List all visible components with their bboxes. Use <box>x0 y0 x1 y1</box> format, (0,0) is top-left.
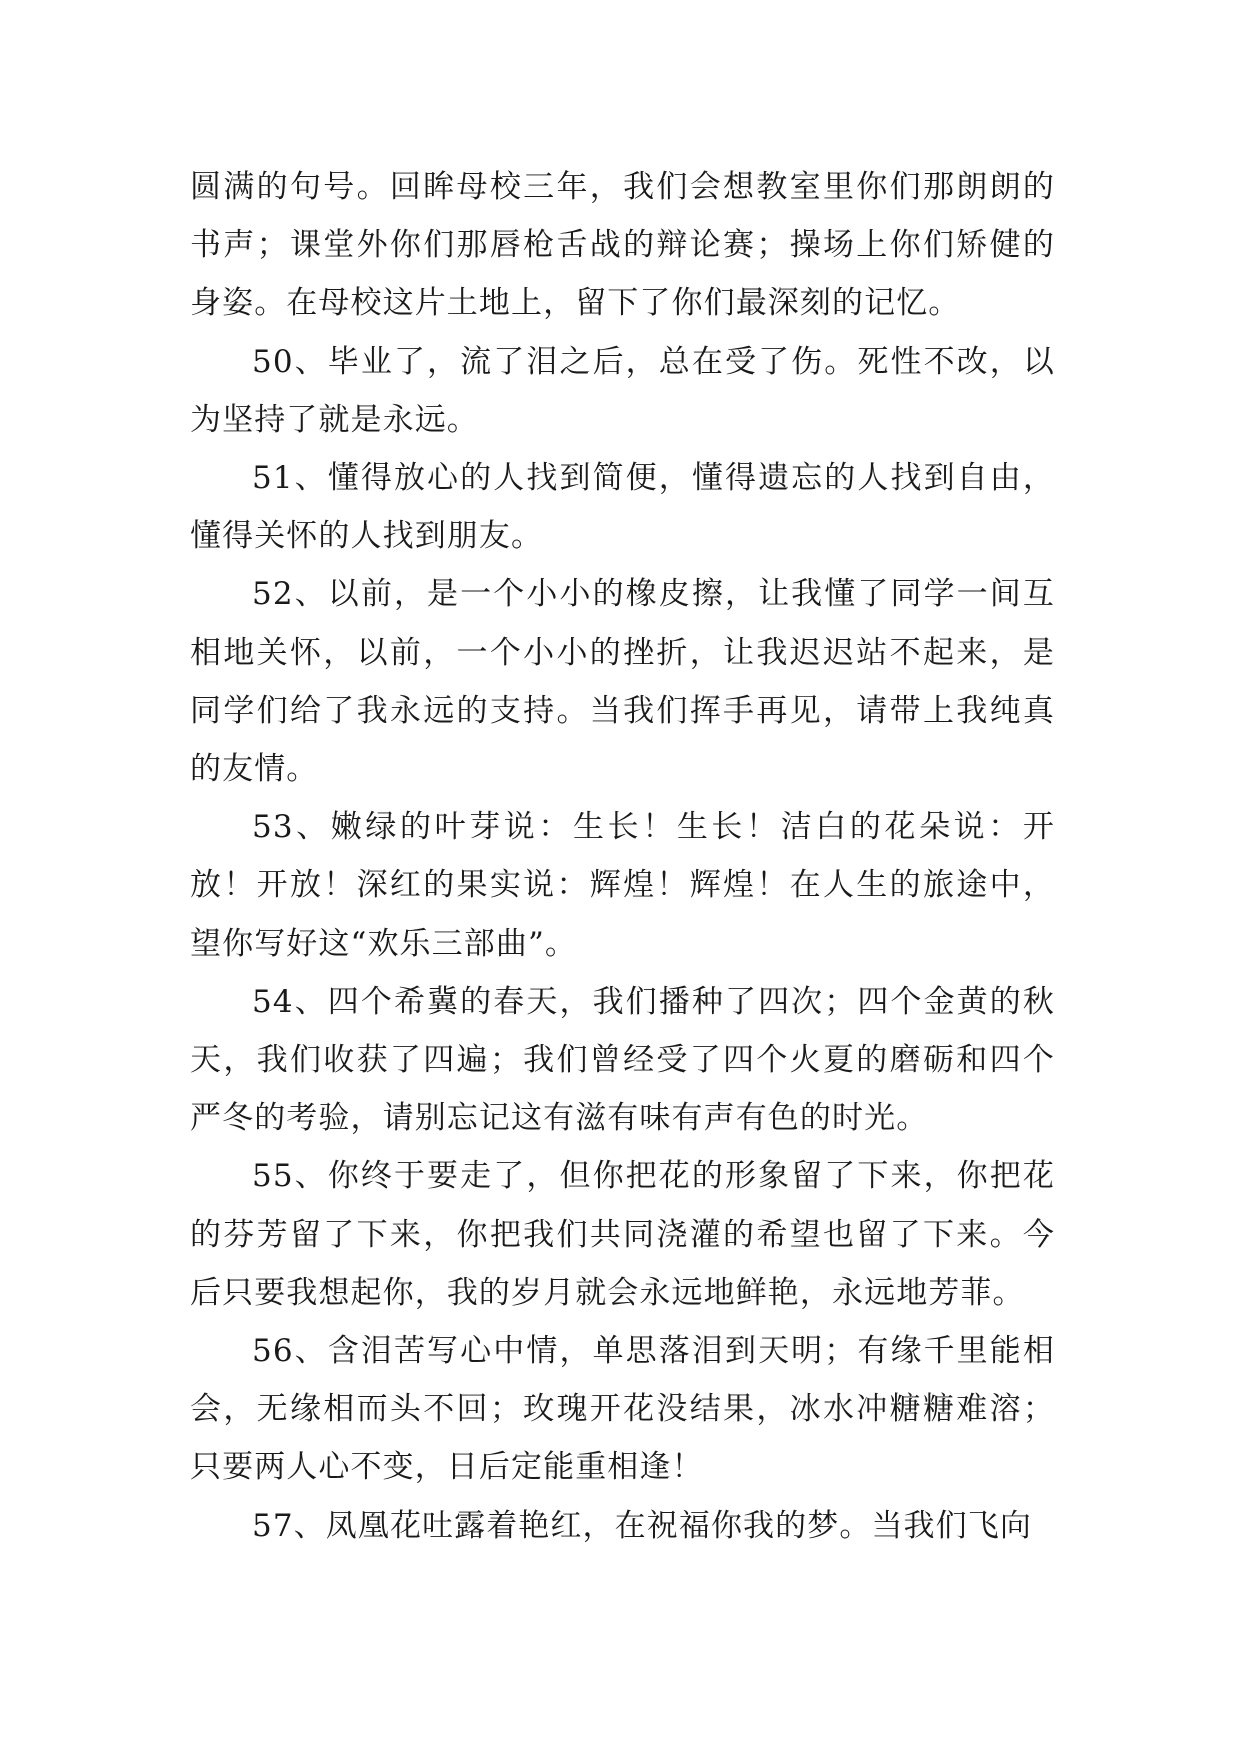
paragraph-55: 55、你终于要走了，但你把花的形象留了下来，你把花的芬芳留了下来，你把我们共同浇灌的希望也留了下来。今后只要我想起你，我的岁月就会永远地鲜艳，永远地芳菲。 <box>190 1158 1055 1311</box>
paragraph-52: 52、以前，是一个小小的橡皮擦，让我懂了同学一间互相地关怀，以前，一个小小的挫折，让我迟迟站不起来，是同学们给了我永远的支持。当我们挥手再见，请带上我纯真的友情。 <box>190 576 1055 788</box>
paragraph-continued: 圆满的句号。回眸母校三年，我们会想教室里你们那朗朗的书声；课堂外你们那唇枪舌战的辩论赛；操场上你们矫健的身姿。在母校这片土地上，留下了你们最深刻的记忆。 <box>190 169 1055 322</box>
paragraph-51: 51、懂得放心的人找到简便，懂得遗忘的人找到自由，懂得关怀的人找到朋友。 <box>190 460 1055 555</box>
paragraph-56: 56、含泪苦写心中情，单思落泪到天明；有缘千里能相会，无缘相而头不回；玫瑰开花没结果，冰水冲糖糖难溶；只要两人心不变，日后定能重相逢！ <box>190 1333 1055 1486</box>
paragraph-53: 53、嫩绿的叶芽说：生长！生长！洁白的花朵说：开放！开放！深红的果实说：辉煌！辉煌！在人生的旅途中，望你写好这“欢乐三部曲”。 <box>190 809 1055 962</box>
body-text <box>190 158 1055 1555</box>
paragraph-54: 54、四个希冀的春天，我们播种了四次；四个金黄的秋天，我们收获了四遍；我们曾经受了四个火夏的磨砺和四个严冬的考验，请别忘记这有滋有味有声有色的时光。 <box>190 983 1055 1137</box>
paragraph-57: 57、凤凰花吐露着艳红，在祝福你我的梦。当我们飞向 <box>252 1507 1032 1544</box>
paragraph-50: 50、毕业了，流了泪之后，总在受了伤。死性不改，以为坚持了就是永远。 <box>190 343 1055 438</box>
